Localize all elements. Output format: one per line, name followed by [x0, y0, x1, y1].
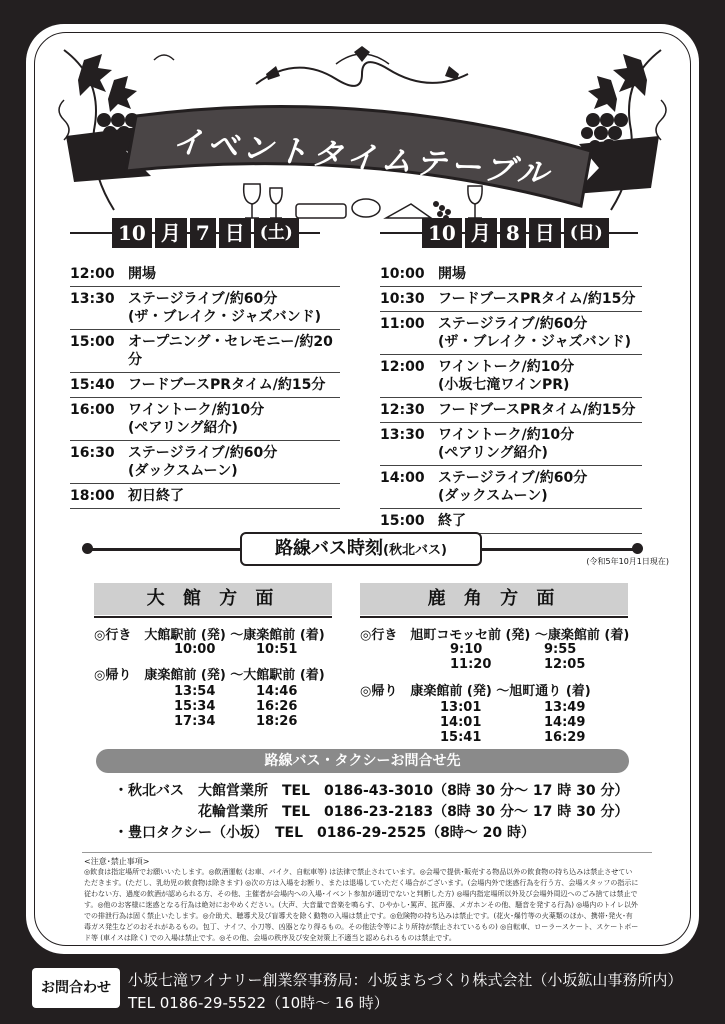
schedule-event: 終了: [438, 513, 466, 529]
kazuno-outbound-label: ◎行き: [360, 628, 398, 643]
bus-title-main: 路線バス時刻: [275, 538, 384, 559]
odate-return-label: ◎帰り: [94, 668, 132, 683]
schedule-time: 12:00: [70, 266, 115, 282]
bus-arrival-time: 9:55: [544, 642, 577, 657]
kazuno-return-route: [360, 680, 591, 699]
schedule-row: [380, 466, 642, 509]
schedule-event: 開場: [438, 266, 466, 282]
bus-departure-time: 9:10: [450, 642, 483, 657]
odate-outbound-stops: 大館駅前 (発) ～康楽館前 (着): [144, 628, 325, 643]
schedule-event: ワイントーク/約10分 (ペアリング紹介): [438, 427, 575, 461]
kazuno-return-stops: 康楽館前 (発) ～旭町通り (着): [410, 684, 591, 699]
schedule-row: [380, 262, 642, 287]
schedule-time: 10:30: [380, 291, 425, 307]
day2-schedule: [380, 262, 642, 534]
notes-body: ◎飲食は指定場所でお願いいたします。◎飲酒運転 (お車、バイク、自転車等) は法律で禁止されています。◎会場で提供･販売する物品以外の飲食物の持ち込みは禁止させていただきます。(ただし、乳幼児の飲食物は除きます) ◎次の方は入場をお断り、または退場していただく場合がございます。(会場内外で迷惑行為を行う方、会場スタッフの指示に従わない方、過度の飲酒が認められる方、その他、主催者が会場内への入場･イベント参加が適切でないと判断した方) ◎場内指定場所以外及び会場外周辺へのごみ捨ては禁止です。◎他のお客様に迷惑となる行為は絶対におやめください。(大声、大音量で音楽を鳴らす、ひやかし･罵声、拡声器、メガホンその他、騒音を発する行為) ◎場内のトイレ以外での排泄行為は固く禁止いたします。◎介助犬、聴導犬及び盲導犬を除く動物の入場は禁止です。◎危険物の持ち込みは禁止です。(花火･爆竹等の火薬類のほか、携帯･発火･有毒ガス発生などのおそれがあるもの。包丁、ナイフ、小刀等、凶器となり得るもの。その他法令等により所持が禁止されているもの) ◎自転車、ローラースケート、スケートボード等 (車イスは除く) での入場は禁止です。◎その他、会場の秩序及び安全対策上不適当と認められるものは禁止です。: [84, 868, 639, 942]
schedule-time: 12:30: [380, 402, 425, 418]
schedule-event: フードブースPRタイム/約15分: [438, 291, 636, 307]
inquiry-line-1: ・秋北バス 大館営業所 TEL 0186-43-3010（8時 30 分～ 17 時 30 分）: [114, 783, 629, 799]
bus-rule-dot-right: [632, 543, 643, 554]
bus-arrival-time: 16:26: [256, 699, 298, 714]
bus-departure-time: 11:20: [450, 657, 492, 672]
schedule-event: ステージライブ/約60分 (ダックスムーン): [438, 470, 588, 504]
bus-departure-time: 17:34: [174, 714, 216, 729]
schedule-row: [70, 441, 340, 484]
day1-weekday: (土): [254, 218, 299, 248]
schedule-time: 13:30: [70, 291, 115, 307]
schedule-row: [380, 423, 642, 466]
notes-rule: [82, 852, 652, 853]
bus-departure-time: 10:00: [174, 642, 216, 657]
odate-outbound-label: ◎行き: [94, 628, 132, 643]
schedule-event: ステージライブ/約60分 (ザ・ブレイク・ジャズバンド): [438, 316, 631, 350]
odate-heading-rule: [94, 616, 332, 618]
odate-return-route: [94, 664, 325, 683]
contact-label: お問合わせ: [32, 968, 120, 1008]
schedule-row: [380, 509, 642, 534]
schedule-time: 13:30: [380, 427, 425, 443]
day2-day: 8: [500, 218, 526, 248]
notes-heading: <注意･禁止事項>: [84, 857, 150, 866]
day1-day-unit: 日: [219, 218, 251, 248]
schedule-row: [70, 287, 340, 330]
schedule-row: [70, 373, 340, 398]
schedule-event: ワイントーク/約10分 (小坂七滝ワインPR): [438, 359, 575, 393]
schedule-event: 初日終了: [128, 488, 184, 504]
schedule-event: ワイントーク/約10分 (ペアリング紹介): [128, 402, 265, 436]
day1-date-header: [112, 218, 302, 248]
schedule-time: 10:00: [380, 266, 425, 282]
day1-day: 7: [190, 218, 216, 248]
kazuno-direction-heading: 鹿 角 方 面: [360, 583, 628, 615]
inquiry-line-2: 花輪営業所 TEL 0186-23-2183（8時 30 分～ 17 時 30 分）: [114, 804, 629, 820]
bus-title-company: (秋北バス): [383, 543, 447, 558]
kazuno-outbound-stops: 旭町コモッセ前 (発) ～康楽館前 (着): [410, 628, 630, 643]
schedule-event: 開場: [128, 266, 156, 282]
bus-departure-time: 14:01: [440, 715, 482, 730]
schedule-row: [380, 312, 642, 355]
notes-block: [84, 856, 639, 944]
kazuno-return-label: ◎帰り: [360, 684, 398, 699]
schedule-time: 15:40: [70, 377, 115, 393]
schedule-time: 16:30: [70, 445, 115, 461]
schedule-event: オープニング・セレモニー/約20分: [128, 334, 333, 368]
schedule-time: 15:00: [380, 513, 425, 529]
schedule-time: 11:00: [380, 316, 425, 332]
odate-outbound-route: [94, 624, 325, 643]
kazuno-heading-rule: [360, 616, 628, 618]
schedule-row: [380, 398, 642, 423]
inquiry-line-3: ・豊口タクシー（小坂） TEL 0186-29-2525（8時～ 20 時）: [114, 825, 536, 841]
schedule-time: 12:00: [380, 359, 425, 375]
odate-return-stops: 康楽館前 (発) ～大館駅前 (着): [144, 668, 325, 683]
schedule-row: [70, 484, 340, 509]
schedule-row: [70, 330, 340, 373]
day2-day-unit: 日: [529, 218, 561, 248]
schedule-row: [380, 355, 642, 398]
schedule-row: [70, 398, 340, 441]
day1-month-unit: 月: [155, 218, 187, 248]
schedule-time: 15:00: [70, 334, 115, 350]
schedule-time: 18:00: [70, 488, 115, 504]
bus-rule-left: [86, 548, 246, 551]
schedule-row: [70, 262, 340, 287]
schedule-row: [380, 287, 642, 312]
day1-schedule: [70, 262, 340, 509]
bus-as-of-date: (令和5年10月1日現在): [586, 557, 669, 566]
bus-departure-time: 13:54: [174, 684, 216, 699]
day2-month: 10: [422, 218, 462, 248]
event-poster: [26, 24, 699, 954]
schedule-event: ステージライブ/約60分 (ザ・ブレイク・ジャズバンド): [128, 291, 321, 325]
schedule-event: フードブースPRタイム/約15分: [128, 377, 326, 393]
schedule-time: 14:00: [380, 470, 425, 486]
bus-arrival-time: 10:51: [256, 642, 298, 657]
bus-arrival-time: 14:49: [544, 715, 586, 730]
odate-direction-heading: 大 館 方 面: [94, 583, 332, 615]
schedule-event: ステージライブ/約60分 (ダックスムーン): [128, 445, 278, 479]
kazuno-outbound-route: [360, 624, 629, 643]
schedule-event: フードブースPRタイム/約15分: [438, 402, 636, 418]
bus-arrival-time: 13:49: [544, 700, 586, 715]
bus-departure-time: 15:34: [174, 699, 216, 714]
contact-phone: TEL 0186-29-5522（10時～ 16 時）: [128, 994, 389, 1012]
day2-month-unit: 月: [465, 218, 497, 248]
contact-organizer: 小坂七滝ワイナリー創業祭事務局：小坂まちづくり株式会社（小坂鉱山事務所内）: [128, 971, 683, 989]
bus-arrival-time: 18:26: [256, 714, 298, 729]
bus-timetable-title: [240, 532, 482, 566]
schedule-time: 16:00: [70, 402, 115, 418]
day2-date-header: [422, 218, 612, 248]
event-title: イベントタイムテーブル: [170, 123, 554, 193]
bus-departure-time: 13:01: [440, 700, 482, 715]
bus-rule-right: [476, 548, 636, 551]
day1-month: 10: [112, 218, 152, 248]
bus-arrival-time: 14:46: [256, 684, 298, 699]
bus-arrival-time: 16:29: [544, 730, 586, 745]
day2-weekday: (日): [564, 218, 609, 248]
inquiry-heading: 路線バス・タクシーお問合せ先: [96, 749, 629, 773]
bus-arrival-time: 12:05: [544, 657, 586, 672]
bus-departure-time: 15:41: [440, 730, 482, 745]
